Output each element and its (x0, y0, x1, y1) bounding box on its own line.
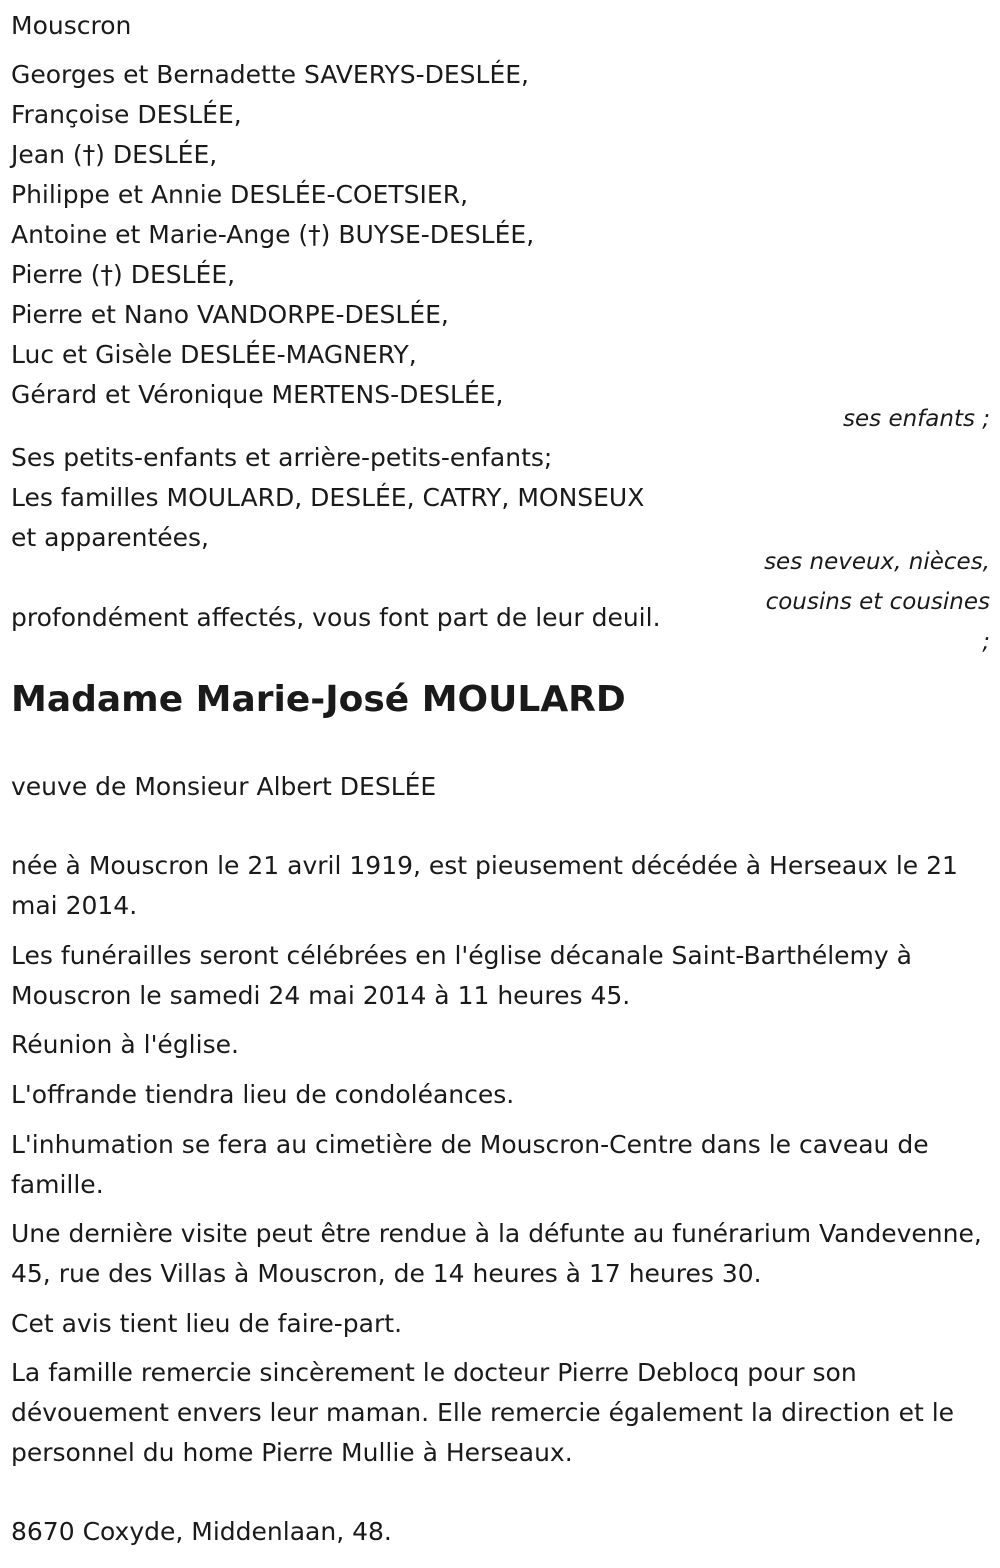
children-note: ses enfants ; (843, 406, 990, 432)
family-line: Pierre et Nano VANDORPE-DESLÉE, (11, 300, 449, 329)
deceased-name: Madame Marie-José MOULARD (11, 679, 626, 720)
detail-paragraph: L'offrande tiendra lieu de condoléances. (11, 1080, 515, 1109)
family-line: Gérard et Véronique MERTENS-DESLÉE, (11, 380, 504, 409)
detail-paragraph: L'inhumation se fera au cimetière de Mouscron-Centre dans le caveau de famille. (11, 1130, 929, 1199)
address: 8670 Coxyde, Middenlaan, 48. (11, 1517, 392, 1546)
family-line: Antoine et Marie-Ange (†) BUYSE-DESLÉE, (11, 220, 535, 249)
family-line: Philippe et Annie DESLÉE-COETSIER, (11, 180, 469, 209)
city-heading: Mouscron (11, 11, 132, 40)
family-line: Pierre (†) DESLÉE, (11, 260, 236, 289)
detail-paragraph: Une dernière visite peut être rendue à la défunte au funérarium Vandevenne, 45, rue des Villas à Mouscron, de 14 heures à 17 heures 30. (11, 1219, 982, 1288)
relatives-note-line: cousins et cousines (765, 589, 990, 615)
relatives-note-line: ; (982, 629, 990, 655)
extended-line: et apparentées, (11, 523, 209, 552)
relatives-note-line: ses neveux, nièces, (764, 549, 990, 575)
family-line: Françoise DESLÉE, (11, 100, 242, 129)
family-line: Georges et Bernadette SAVERYS-DESLÉE, (11, 60, 530, 89)
detail-paragraph: Les funérailles seront célébrées en l'église décanale Saint-Barthélemy à Mouscron le samedi 24 mai 2014 à 11 heures 45. (11, 941, 912, 1010)
family-line: Jean (†) DESLÉE, (11, 140, 218, 169)
widow-of: veuve de Monsieur Albert DESLÉE (11, 772, 437, 801)
family-line: Luc et Gisèle DESLÉE-MAGNERY, (11, 340, 417, 369)
detail-paragraph: née à Mouscron le 21 avril 1919, est pieusement décédée à Herseaux le 21 mai 2014. (11, 851, 958, 920)
extended-line: Les familles MOULARD, DESLÉE, CATRY, MONSEUX (11, 483, 645, 512)
detail-paragraph: La famille remercie sincèrement le docteur Pierre Deblocq pour son dévouement envers leur maman. Elle remercie également la direction et le personnel du home Pierre Mullie à Herseaux. (11, 1358, 955, 1467)
extended-line: Ses petits-enfants et arrière-petits-enfants; (11, 443, 553, 472)
detail-paragraph: Cet avis tient lieu de faire-part. (11, 1309, 403, 1338)
detail-paragraph: Réunion à l'église. (11, 1030, 239, 1059)
announcement-text: profondément affectés, vous font part de leur deuil. (11, 603, 661, 632)
